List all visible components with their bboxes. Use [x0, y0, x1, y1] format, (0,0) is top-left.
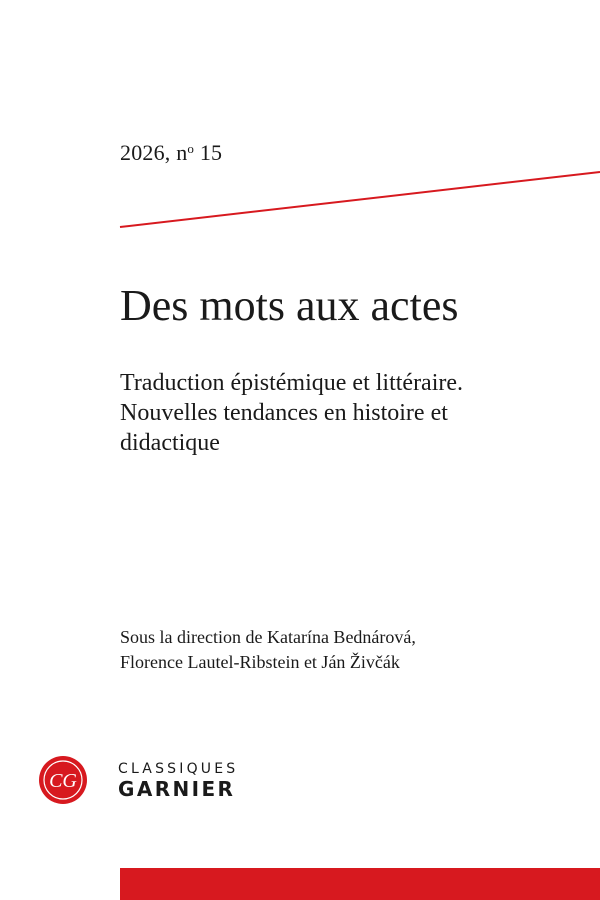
issue-number-superscript: o	[187, 141, 195, 156]
subtitle-line: Traduction épistémique et littéraire.	[120, 370, 464, 396]
logo-letters: CG	[49, 770, 77, 792]
issue-number-prefix: n	[176, 140, 188, 165]
issue-number	[120, 142, 222, 164]
publisher-name-line2: GARNIER	[118, 777, 236, 801]
red-diagonal-rule	[0, 0, 600, 260]
editors-line: Sous la direction de Katarína Bednárová,	[120, 627, 416, 647]
subtitle-line: didactique	[120, 430, 220, 456]
publisher-block	[38, 752, 238, 808]
publisher-logo-icon	[38, 755, 88, 805]
editors-credit	[120, 625, 560, 675]
issue-year: 2026,	[120, 140, 171, 165]
editors-line: Florence Lautel-Ribstein et Ján Živčák	[120, 652, 400, 672]
subtitle-line: Nouvelles tendances en histoire et	[120, 400, 448, 426]
publisher-name	[118, 760, 238, 800]
book-title: Des mots aux actes	[120, 281, 459, 330]
publisher-name-line1: CLASSIQUES	[118, 761, 239, 777]
red-bottom-bar	[120, 868, 600, 900]
book-subtitle	[120, 368, 560, 458]
issue-number-value: 15	[199, 140, 223, 165]
